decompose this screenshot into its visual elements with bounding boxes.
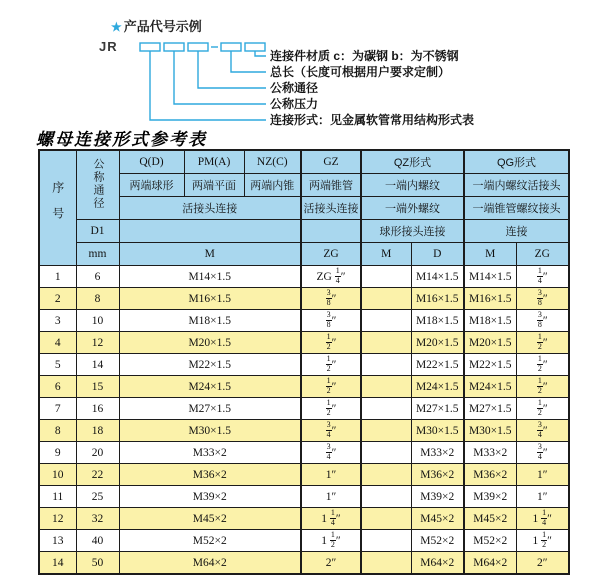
- header-qg-zg: ZG: [516, 243, 569, 266]
- cell-gz: $\frac{1}{2}$ ″: [301, 332, 361, 354]
- cell-gz: $\frac{3}{8}$ ″: [301, 288, 361, 310]
- header-gz-join: 活接头连接: [301, 197, 361, 220]
- label-connection: 连接形式：见金属软管常用结构形式表: [270, 113, 475, 127]
- cell-dn: 6: [76, 266, 119, 288]
- header-union-join: 活接头连接: [119, 197, 301, 220]
- header-qz-join: 球形接头连接: [361, 220, 464, 243]
- cell-qg-m: M64×2: [464, 552, 516, 575]
- cell-qz-d: M39×2: [411, 486, 464, 508]
- cell-qg-m: M16×1.5: [464, 288, 516, 310]
- cell-m: M30×1.5: [119, 420, 301, 442]
- header-row-2: [39, 174, 569, 197]
- leader-line-material: [255, 51, 266, 56]
- header-qz-desc1: 一端内螺纹: [361, 174, 464, 197]
- cell-qg-m: M45×2: [464, 508, 516, 530]
- cell-dn: 8: [76, 288, 119, 310]
- header-qz-desc2: 一端外螺纹: [361, 197, 464, 220]
- header-group-qg: QG形式: [464, 150, 569, 174]
- table-row: [39, 332, 569, 354]
- diagram-heading-text: 产品代号示例: [123, 19, 202, 34]
- cell-qg-zg: $\frac{3}{4}$ ″: [516, 420, 569, 442]
- cell-seq: 3: [39, 310, 76, 332]
- label-pressure: 公称压力: [270, 97, 319, 111]
- code-prefix: JR: [99, 39, 118, 54]
- cell-qz-d: M24×1.5: [411, 376, 464, 398]
- cell-qz-m: [361, 420, 411, 442]
- cell-m: M52×2: [119, 530, 301, 552]
- header-row-1: [39, 150, 569, 174]
- header-nominal-diameter: 公称通径: [76, 150, 119, 220]
- leader-line-connection: [150, 51, 266, 120]
- cell-seq: 6: [39, 376, 76, 398]
- cell-gz: $\frac{3}{4}$ ″: [301, 420, 361, 442]
- header-group-pm: PM(A): [184, 150, 244, 174]
- cell-dn: 32: [76, 508, 119, 530]
- cell-dn: 16: [76, 398, 119, 420]
- cell-qz-d: M22×1.5: [411, 354, 464, 376]
- cell-dn: 12: [76, 332, 119, 354]
- cell-qz-d: M20×1.5: [411, 332, 464, 354]
- cell-qz-m: [361, 354, 411, 376]
- table-row: [39, 354, 569, 376]
- cell-qg-zg: $\frac{3}{4}$ ″: [516, 442, 569, 464]
- table-row: [39, 552, 569, 575]
- header-group-q: Q(D): [119, 150, 184, 174]
- header-empty-2: [301, 220, 361, 243]
- cell-seq: 9: [39, 442, 76, 464]
- label-length: 总长（长度可根据用户要求定制）: [270, 65, 451, 79]
- cell-gz: 1″: [301, 486, 361, 508]
- header-qg-join: 连接: [464, 220, 569, 243]
- cell-qg-m: M14×1.5: [464, 266, 516, 288]
- cell-qz-m: [361, 508, 411, 530]
- label-material: 连接件材质 c：为碳钢 b：为不锈钢: [270, 49, 459, 63]
- cell-m: M22×1.5: [119, 354, 301, 376]
- cell-m: M33×2: [119, 442, 301, 464]
- header-qg-desc1: 一端内螺纹活接头: [464, 174, 569, 197]
- table-row: [39, 508, 569, 530]
- cell-dn: 18: [76, 420, 119, 442]
- cell-qz-m: [361, 310, 411, 332]
- cell-qg-m: M24×1.5: [464, 376, 516, 398]
- cell-dn: 20: [76, 442, 119, 464]
- cell-qz-m: [361, 332, 411, 354]
- cell-qg-zg: $\frac{1}{2}$ ″: [516, 332, 569, 354]
- code-box-2: [164, 43, 184, 51]
- header-m: M: [119, 243, 301, 266]
- header-empty-1: [119, 220, 301, 243]
- header-group-nz: NZ(C): [244, 150, 301, 174]
- cell-qg-zg: 1 $\frac{1}{2}$ ″: [516, 530, 569, 552]
- cell-qz-d: M27×1.5: [411, 398, 464, 420]
- cell-qg-zg: $\frac{1}{2}$ ″: [516, 376, 569, 398]
- cell-gz: $\frac{1}{2}$ ″: [301, 354, 361, 376]
- cell-seq: 14: [39, 552, 76, 575]
- cell-qg-zg: $\frac{3}{8}$ ″: [516, 310, 569, 332]
- cell-gz: $\frac{3}{8}$ ″: [301, 310, 361, 332]
- code-box-5: [245, 43, 265, 51]
- code-box-4: [221, 43, 241, 51]
- header-row-5: [39, 243, 569, 266]
- cell-qz-m: [361, 398, 411, 420]
- cell-seq: 8: [39, 420, 76, 442]
- cell-m: M27×1.5: [119, 398, 301, 420]
- cell-m: M36×2: [119, 464, 301, 486]
- cell-qg-m: M39×2: [464, 486, 516, 508]
- header-row-3: [39, 197, 569, 220]
- table-row: [39, 266, 569, 288]
- cell-dn: 14: [76, 354, 119, 376]
- header-q-desc: 两端球形: [119, 174, 184, 197]
- table-row: [39, 420, 569, 442]
- cell-seq: 2: [39, 288, 76, 310]
- nut-connection-table: [38, 149, 570, 575]
- cell-seq: 5: [39, 354, 76, 376]
- cell-qg-m: M33×2: [464, 442, 516, 464]
- cell-gz: $\frac{1}{2}$ ″: [301, 376, 361, 398]
- cell-qg-zg: 1″: [516, 464, 569, 486]
- header-zg: ZG: [301, 243, 361, 266]
- cell-m: M16×1.5: [119, 288, 301, 310]
- cell-seq: 10: [39, 464, 76, 486]
- header-qz-m: M: [361, 243, 411, 266]
- cell-qg-zg: $\frac{1}{4}$ ″: [516, 266, 569, 288]
- header-group-qz: QZ形式: [361, 150, 464, 174]
- table-row: [39, 464, 569, 486]
- cell-m: M45×2: [119, 508, 301, 530]
- header-group-gz: GZ: [301, 150, 361, 174]
- cell-qz-m: [361, 376, 411, 398]
- header-d1: D1: [76, 220, 119, 243]
- cell-qg-zg: $\frac{3}{8}$ ″: [516, 288, 569, 310]
- cell-qg-zg: 2″: [516, 552, 569, 575]
- cell-qg-m: M27×1.5: [464, 398, 516, 420]
- cell-seq: 12: [39, 508, 76, 530]
- table-row: [39, 310, 569, 332]
- table-row: [39, 398, 569, 420]
- cell-qz-m: [361, 464, 411, 486]
- cell-qg-m: M52×2: [464, 530, 516, 552]
- cell-qz-d: M33×2: [411, 442, 464, 464]
- cell-dn: 25: [76, 486, 119, 508]
- cell-gz: 1″: [301, 464, 361, 486]
- cell-m: M64×2: [119, 552, 301, 575]
- table-body: [39, 266, 569, 575]
- label-diameter: 公称通径: [270, 81, 319, 95]
- cell-qg-zg: 1″: [516, 486, 569, 508]
- code-box-1: [140, 43, 160, 51]
- cell-qg-m: M36×2: [464, 464, 516, 486]
- header-row-4: [39, 220, 569, 243]
- table-row: [39, 376, 569, 398]
- cell-qz-d: M45×2: [411, 508, 464, 530]
- header-mm: mm: [76, 243, 119, 266]
- header-qg-m: M: [464, 243, 516, 266]
- cell-qz-m: [361, 552, 411, 575]
- cell-m: M18×1.5: [119, 310, 301, 332]
- cell-gz: $\frac{1}{2}$ ″: [301, 398, 361, 420]
- cell-qz-m: [361, 442, 411, 464]
- header-pm-desc: 两端平面: [184, 174, 244, 197]
- table-title: 螺母连接形式参考表: [36, 130, 207, 149]
- cell-seq: 4: [39, 332, 76, 354]
- cell-m: M20×1.5: [119, 332, 301, 354]
- table-row: [39, 288, 569, 310]
- cell-qz-d: M36×2: [411, 464, 464, 486]
- cell-qg-m: M30×1.5: [464, 420, 516, 442]
- cell-gz: 2″: [301, 552, 361, 575]
- header-nz-desc: 两端内锥: [244, 174, 301, 197]
- star-icon: ★: [111, 20, 122, 34]
- cell-qz-m: [361, 288, 411, 310]
- diagram-heading: [111, 16, 202, 35]
- cell-qz-d: M14×1.5: [411, 266, 464, 288]
- cell-dn: 15: [76, 376, 119, 398]
- cell-qz-d: M30×1.5: [411, 420, 464, 442]
- cell-qz-d: M18×1.5: [411, 310, 464, 332]
- cell-seq: 13: [39, 530, 76, 552]
- table-header: [39, 150, 569, 266]
- cell-qg-zg: 1 $\frac{1}{4}$ ″: [516, 508, 569, 530]
- cell-qz-d: M52×2: [411, 530, 464, 552]
- cell-qz-d: M16×1.5: [411, 288, 464, 310]
- table-row: [39, 442, 569, 464]
- cell-qz-d: M64×2: [411, 552, 464, 575]
- cell-qz-m: [361, 266, 411, 288]
- cell-qg-m: M22×1.5: [464, 354, 516, 376]
- header-qg-desc2: 一端锥管螺纹接头: [464, 197, 569, 220]
- table-row: [39, 530, 569, 552]
- leader-line-length: [231, 51, 266, 72]
- table-row: [39, 486, 569, 508]
- cell-m: M24×1.5: [119, 376, 301, 398]
- header-seq: 序号: [39, 150, 76, 266]
- cell-gz: 1 $\frac{1}{4}$ ″: [301, 508, 361, 530]
- cell-qz-m: [361, 486, 411, 508]
- cell-dn: 22: [76, 464, 119, 486]
- cell-seq: 11: [39, 486, 76, 508]
- cell-m: M14×1.5: [119, 266, 301, 288]
- header-gz-desc: 两端锥管: [301, 174, 361, 197]
- cell-qg-m: M20×1.5: [464, 332, 516, 354]
- cell-gz: $\frac{3}{4}$ ″: [301, 442, 361, 464]
- cell-m: M39×2: [119, 486, 301, 508]
- cell-seq: 1: [39, 266, 76, 288]
- leader-line-pressure: [174, 51, 266, 104]
- cell-qg-m: M18×1.5: [464, 310, 516, 332]
- cell-qg-zg: $\frac{1}{2}$ ″: [516, 398, 569, 420]
- cell-dn: 50: [76, 552, 119, 575]
- cell-qz-m: [361, 530, 411, 552]
- cell-seq: 7: [39, 398, 76, 420]
- code-box-3: [188, 43, 208, 51]
- header-qz-d: D: [411, 243, 464, 266]
- cell-dn: 40: [76, 530, 119, 552]
- cell-gz: ZG $\frac{1}{4}$ ″: [301, 266, 361, 288]
- cell-gz: 1 $\frac{1}{2}$ ″: [301, 530, 361, 552]
- cell-dn: 10: [76, 310, 119, 332]
- cell-qg-zg: $\frac{1}{2}$ ″: [516, 354, 569, 376]
